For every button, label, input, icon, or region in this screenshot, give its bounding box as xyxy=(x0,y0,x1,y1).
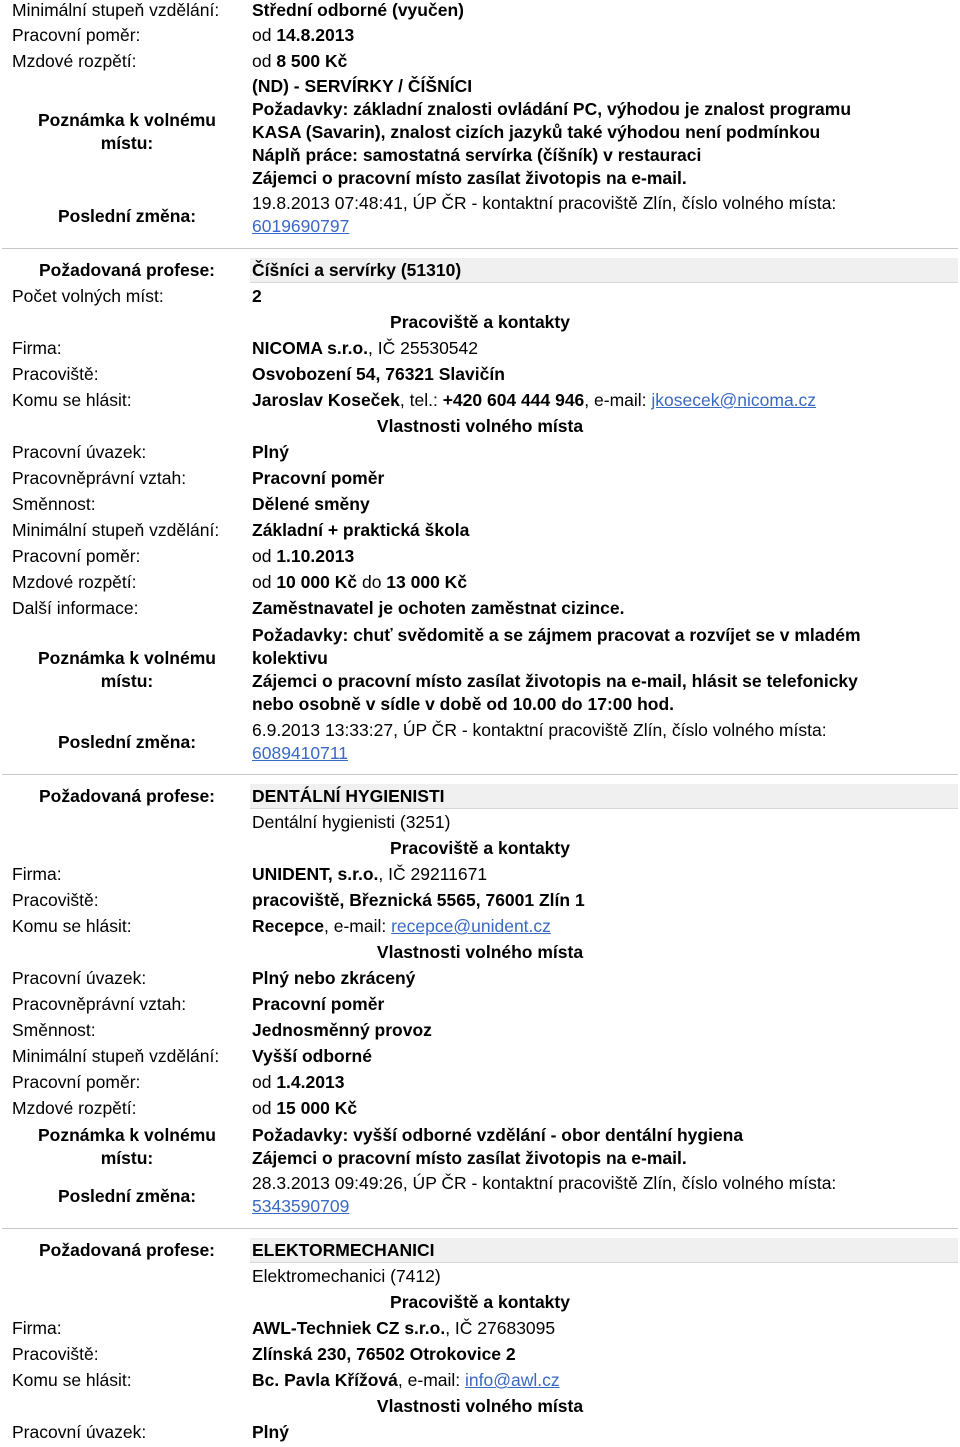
field-label: Firma: xyxy=(12,864,62,884)
field-label: Minimální stupeň vzdělání: xyxy=(12,520,220,540)
top-note-label: Poznámka k volnému místu: xyxy=(38,110,216,153)
job2-props-header-row xyxy=(0,939,960,965)
job2-contact-row xyxy=(0,913,960,939)
field-label: Mzdové rozpětí: xyxy=(12,51,137,71)
job1-count-row xyxy=(0,283,960,309)
job1-shift-row xyxy=(0,491,960,517)
top-salary-row xyxy=(0,48,960,74)
field-label: Směnnost: xyxy=(12,1020,96,1040)
job1-contact-row xyxy=(0,387,960,413)
section-header: Vlastnosti volného místa xyxy=(376,942,584,962)
field-label: Pracovní úvazek: xyxy=(12,442,147,462)
field-label: Pracovněprávní vztah: xyxy=(12,994,187,1014)
field-label: Pracovní poměr: xyxy=(12,1072,141,1092)
job2-shift-row xyxy=(0,1017,960,1043)
job1-last-change-label: Poslední změna: xyxy=(57,732,197,752)
field-label: Pracovněprávní vztah: xyxy=(12,468,187,488)
job3-load-row xyxy=(0,1419,960,1445)
field-value: Jaroslav Koseček, tel.: +420 604 444 946, e-mail: jkosecek@nicoma.cz xyxy=(252,390,817,410)
top-last-change-label: Poslední změna: xyxy=(57,206,197,226)
job1-profession-row xyxy=(0,257,960,283)
job2-last-change-label: Poslední změna: xyxy=(57,1186,197,1206)
job1-contract-row xyxy=(0,543,960,569)
profession-label: Požadovaná profese: xyxy=(38,260,216,280)
field-label: Firma: xyxy=(12,1318,62,1338)
profession-value: Číšníci a servírky (51310) xyxy=(252,260,462,280)
vacancy-id-link[interactable]: 5343590709 xyxy=(252,1196,350,1216)
field-value: od 14.8.2013 xyxy=(252,25,355,45)
field-label: Mzdové rozpětí: xyxy=(12,1098,137,1118)
field-label: Pracoviště: xyxy=(12,1344,99,1364)
section-header: Pracoviště a kontakty xyxy=(390,838,570,858)
vacancy-id-link[interactable]: 6019690797 xyxy=(252,216,350,236)
field-value: 2 xyxy=(252,286,262,306)
job2-workplace-header-row xyxy=(0,835,960,861)
job2-load-row xyxy=(0,965,960,991)
job2-profession-row xyxy=(0,783,960,809)
field-value: pracoviště, Březnická 5565, 76001 Zlín 1 xyxy=(252,890,585,910)
field-label: Komu se hlásit: xyxy=(12,390,132,410)
field-label: Minimální stupeň vzdělání: xyxy=(12,0,220,20)
top-edu-row xyxy=(0,0,960,23)
section-header: Vlastnosti volného místa xyxy=(376,1396,584,1416)
profession-subtitle: Dentální hygienisti (3251) xyxy=(252,812,451,832)
profession-subtitle: Elektromechanici (7412) xyxy=(252,1266,441,1286)
field-value: NICOMA s.r.o., IČ 25530542 xyxy=(252,338,478,358)
job2-firm-row xyxy=(0,861,960,887)
job1-salary-row xyxy=(0,569,960,595)
job2-note-label: Poznámka k volnému místu: xyxy=(38,1125,216,1168)
top-last-change-value: 19.8.2013 07:48:41, ÚP ČR - kontaktní pracoviště Zlín, číslo volného místa: 6019690797 xyxy=(252,193,837,236)
field-label: Minimální stupeň vzdělání: xyxy=(12,1046,220,1066)
field-label: Pracovní úvazek: xyxy=(12,968,147,988)
field-label: Směnnost: xyxy=(12,494,96,514)
field-value: od 1.4.2013 xyxy=(252,1072,345,1092)
separator xyxy=(2,1228,958,1229)
field-label: Pracovní poměr: xyxy=(12,546,141,566)
job2-relation-row xyxy=(0,991,960,1017)
field-label: Pracoviště: xyxy=(12,364,99,384)
job1-info-row xyxy=(0,595,960,621)
job1-note-label: Poznámka k volnému místu: xyxy=(38,648,216,691)
profession-value: ELEKTORMECHANICI xyxy=(252,1240,435,1260)
job1-props-header-row xyxy=(0,413,960,439)
field-value: od 8 500 Kč xyxy=(252,51,348,71)
field-value: od 10 000 Kč do 13 000 Kč xyxy=(252,572,468,592)
vacancy-id-link[interactable]: 6089410711 xyxy=(252,743,349,763)
job2-note-value: Požadavky: vyšší odborné vzdělání - obor dentální hygiena Zájemci o pracovní místo zasílat životopis na e-mail. xyxy=(252,1125,744,1168)
job3-profession-row xyxy=(0,1237,960,1263)
field-value: Plný nebo zkrácený xyxy=(252,968,416,988)
top-contract-row xyxy=(0,22,960,48)
section-header: Vlastnosti volného místa xyxy=(376,416,584,436)
field-value: Plný xyxy=(252,442,289,462)
section-header: Pracoviště a kontakty xyxy=(390,1292,570,1312)
job2-profession-sub-row xyxy=(0,809,960,835)
job1-place-row xyxy=(0,361,960,387)
field-value: AWL-Techniek CZ s.r.o., IČ 27683095 xyxy=(252,1318,556,1338)
field-value: UNIDENT, s.r.o., IČ 29211671 xyxy=(252,864,488,884)
field-label: Další informace: xyxy=(12,598,139,618)
job2-contract-row xyxy=(0,1069,960,1095)
field-value: Osvobození 54, 76321 Slavičín xyxy=(252,364,505,384)
field-value: Dělené směny xyxy=(252,494,370,514)
field-value: Základní + praktická škola xyxy=(252,520,470,540)
field-label: Firma: xyxy=(12,338,62,358)
field-label: Komu se hlásit: xyxy=(12,916,132,936)
field-value: Střední odborné (vyučen) xyxy=(252,0,464,20)
job3-workplace-header-row xyxy=(0,1289,960,1315)
field-value: Jednosměnný provoz xyxy=(252,1020,432,1040)
field-label: Pracovní poměr: xyxy=(12,25,141,45)
field-label: Mzdové rozpětí: xyxy=(12,572,137,592)
field-label: Pracoviště: xyxy=(12,890,99,910)
separator xyxy=(2,774,958,775)
job2-salary-row xyxy=(0,1095,960,1121)
job3-contact-row xyxy=(0,1367,960,1393)
profession-value: DENTÁLNÍ HYGIENISTI xyxy=(252,786,445,806)
email-link[interactable]: recepce@unident.cz xyxy=(391,916,551,936)
email-link[interactable]: info@awl.cz xyxy=(465,1370,560,1390)
field-value: Pracovní poměr xyxy=(252,468,385,488)
field-value: Vyšší odborné xyxy=(252,1046,372,1066)
field-value: Plný xyxy=(252,1422,289,1442)
field-value: Recepce, e-mail: recepce@unident.cz xyxy=(252,916,551,936)
job1-workplace-header-row xyxy=(0,309,960,335)
top-note-value: (ND) - SERVÍRKY / ČÍŠNÍCI Požadavky: základní znalosti ovládání PC, výhodou je znalost programu KASA (Savarin), znalost cizích jazyků také výhodou není podmínkou Náplň práce: samostatná servírka (číšník) v restauraci Zájemci o pracovní místo zasílat životopis na e-mail. xyxy=(252,76,852,188)
profession-label: Požadovaná profese: xyxy=(38,1240,216,1260)
email-link[interactable]: jkosecek@nicoma.cz xyxy=(651,390,817,410)
section-header: Pracoviště a kontakty xyxy=(390,312,570,332)
field-value: Zaměstnavatel je ochoten zaměstnat cizince. xyxy=(252,598,625,618)
field-label: Komu se hlásit: xyxy=(12,1370,132,1390)
field-value: od 1.10.2013 xyxy=(252,546,355,566)
job1-firm-row xyxy=(0,335,960,361)
field-label: Počet volných míst: xyxy=(12,286,164,306)
job2-place-row xyxy=(0,887,960,913)
job3-firm-row xyxy=(0,1315,960,1341)
job3-props-header-row xyxy=(0,1393,960,1419)
job1-edu-row xyxy=(0,517,960,543)
field-value: od 15 000 Kč xyxy=(252,1098,358,1118)
job3-place-row xyxy=(0,1341,960,1367)
job3-profession-sub-row xyxy=(0,1263,960,1289)
job2-edu-row xyxy=(0,1043,960,1069)
job1-last-change-value: 6.9.2013 13:33:27, ÚP ČR - kontaktní pracoviště Zlín, číslo volného místa: 6089410711 xyxy=(252,720,827,763)
field-value: Bc. Pavla Křížová, e-mail: info@awl.cz xyxy=(252,1370,560,1390)
field-value: Zlínská 230, 76502 Otrokovice 2 xyxy=(252,1344,516,1364)
job1-relation-row xyxy=(0,465,960,491)
field-label: Pracovní úvazek: xyxy=(12,1422,147,1442)
field-value: Pracovní poměr xyxy=(252,994,385,1014)
job1-load-row xyxy=(0,439,960,465)
job1-note-value: Požadavky: chuť svědomitě a se zájmem pracovat a rozvíjet se v mladém kolektivu Zájemci o pracovní místo zasílat životopis na e-mail, hlásit se telefonicky nebo osobně v sídle v době od 10.00 do 17:00 hod. xyxy=(252,625,861,714)
job2-last-change-value: 28.3.2013 09:49:26, ÚP ČR - kontaktní pracoviště Zlín, číslo volného místa: 5343590709 xyxy=(252,1173,837,1216)
profession-label: Požadovaná profese: xyxy=(38,786,216,806)
separator xyxy=(2,248,958,249)
